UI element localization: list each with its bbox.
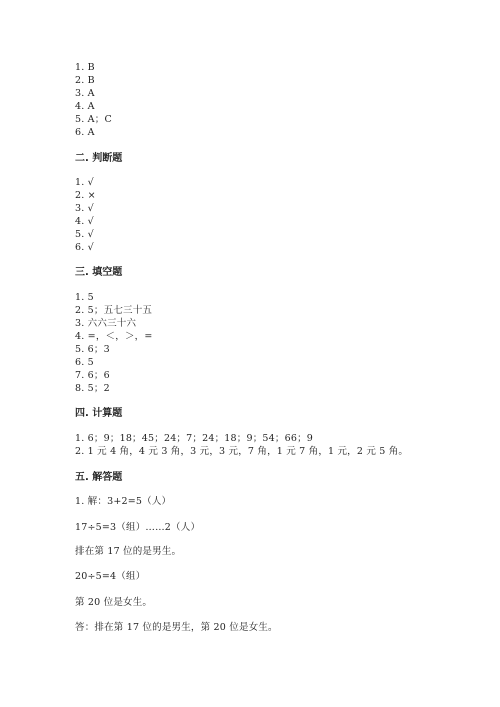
solution-answer-line: 答：排在第 17 位的是男生，第 20 位是女生。 [75,622,278,633]
judgment-answer-5: 5. √ [75,229,94,240]
solution-line-2: 17÷5=3（组）……2（人） [75,522,201,533]
judgment-answer-1: 1. √ [75,177,94,188]
solution-line-4: 20÷5=4（组） [75,571,146,582]
choice-answer-3: 3. A [75,88,95,99]
fill-answer-8: 8. 5；2 [75,383,110,394]
choice-answer-5: 5. A；C [75,114,112,125]
choice-answer-4: 4. A [75,101,95,112]
judgment-answer-2: 2. × [75,190,96,201]
fill-answer-5: 5. 6；3 [75,344,110,355]
section-heading-solution: 五. 解答题 [75,472,123,483]
fill-answer-6: 6. 5 [75,357,94,368]
section-heading-judgment: 二. 判断题 [75,153,123,164]
solution-line-1: 1. 解：3+2=5（人） [75,496,172,507]
judgment-answer-3: 3. √ [75,203,94,214]
fill-answer-7: 7. 6；6 [75,370,110,381]
fill-answer-1: 1. 5 [75,292,94,303]
judgment-answer-6: 6. √ [75,242,94,253]
fill-answer-4: 4. =，＜，＞，= [75,331,153,342]
choice-answer-6: 6. A [75,127,95,138]
solution-line-3: 排在第 17 位的是男生。 [75,546,182,557]
judgment-answer-4: 4. √ [75,216,94,227]
choice-answer-2: 2. B [75,75,95,86]
choice-answer-1: 1. B [75,62,95,73]
fill-answer-3: 3. 六六三十六 [75,318,137,329]
solution-line-5: 第 20 位是女生。 [75,597,153,608]
section-heading-fill-blank: 三. 填空题 [75,267,123,278]
calc-answer-2: 2. 1 元 4 角，4 元 3 角，3 元，3 元，7 角，1 元 7 角，1 元，2 元 5 角。 [75,446,409,457]
fill-answer-2: 2. 5；五七三十五 [75,305,153,316]
calc-answer-1: 1. 6；9；18；45；24；7；24；18；9；54；66；9 [75,433,314,444]
section-heading-calculation: 四. 计算题 [75,408,123,419]
